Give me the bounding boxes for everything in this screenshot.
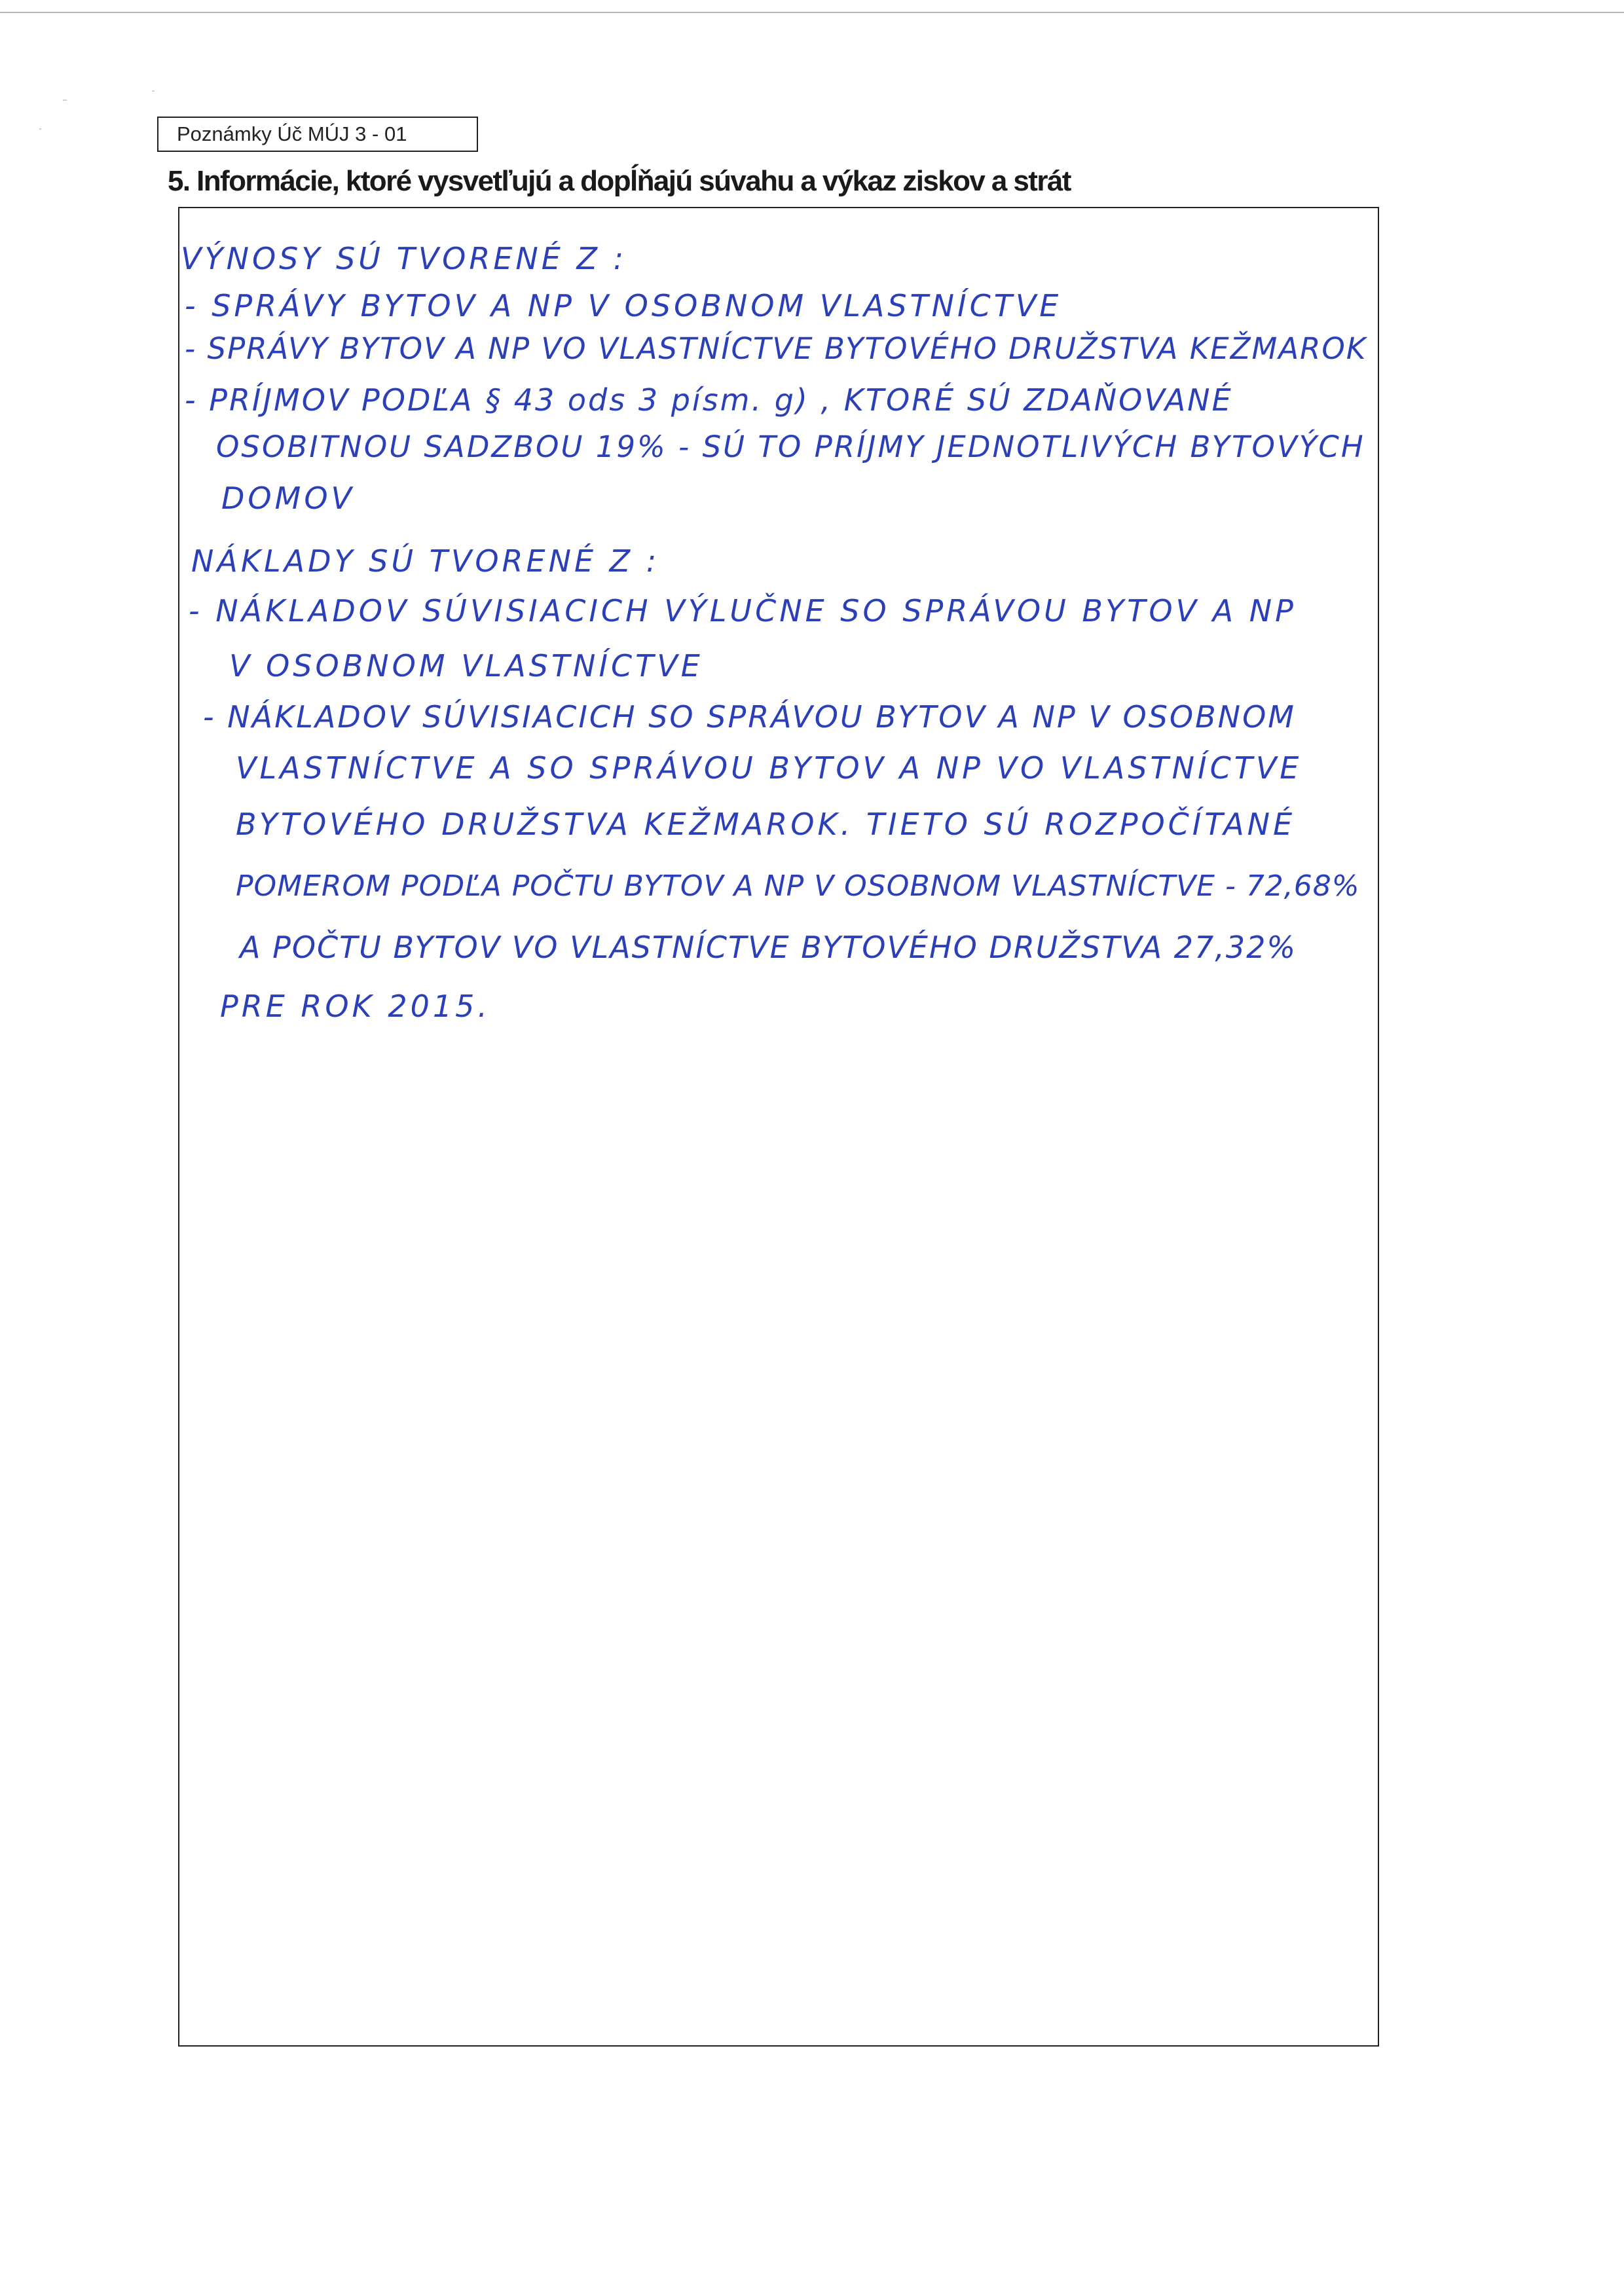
cost-item-continuation: POMEROM PODĽA POČTU BYTOV A NP V OSOBNOM VLASTNÍCTVE - 72,68% bbox=[236, 869, 1360, 903]
notes-box bbox=[178, 207, 1379, 2047]
revenue-item: - PRÍJMOV PODĽA § 43 ods 3 písm. g) , KTORÉ SÚ ZDAŇOVANÉ bbox=[185, 382, 1233, 418]
scan-speck bbox=[152, 90, 155, 92]
scan-speck bbox=[39, 128, 41, 130]
scan-speck bbox=[63, 100, 67, 101]
cost-item-continuation: BYTOVÉHO DRUŽSTVA KEŽMAROK. TIETO SÚ ROZPOČÍTANÉ bbox=[236, 807, 1296, 842]
cost-item: - NÁKLADOV SÚVISIACICH VÝLUČNE SO SPRÁVOU BYTOV A NP bbox=[189, 593, 1297, 629]
revenue-item: - SPRÁVY BYTOV A NP VO VLASTNÍCTVE BYTOVÉHO DRUŽSTVA KEŽMAROK bbox=[185, 331, 1367, 366]
cost-item-continuation: VLASTNÍCTVE A SO SPRÁVOU BYTOV A NP VO VLASTNÍCTVE bbox=[236, 750, 1302, 786]
cost-item-continuation: V OSOBNOM VLASTNÍCTVE bbox=[229, 648, 703, 683]
cost-item-continuation: A POČTU BYTOV VO VLASTNÍCTVE BYTOVÉHO DRUŽSTVA 27,32% bbox=[240, 930, 1297, 965]
revenue-item-continuation: DOMOV bbox=[221, 481, 355, 516]
section-title: 5. Informácie, ktoré vysvetľujú a dopĺňajú súvahu a výkaz ziskov a strát bbox=[168, 165, 1071, 197]
revenue-item-continuation: OSOBITNOU SADZBOU 19% - SÚ TO PRÍJMY JEDNOTLIVÝCH BYTOVÝCH bbox=[216, 429, 1365, 464]
form-code-label: Poznámky Úč MÚJ 3 - 01 bbox=[157, 117, 478, 152]
revenue-heading: VÝNOSY SÚ TVORENÉ Z : bbox=[181, 241, 627, 276]
cost-item: - NÁKLADOV SÚVISIACICH SO SPRÁVOU BYTOV A NP V OSOBNOM bbox=[203, 699, 1296, 735]
page-edge-rule bbox=[0, 12, 1624, 13]
cost-item-continuation: PRE ROK 2015. bbox=[220, 989, 491, 1024]
revenue-item: - SPRÁVY BYTOV A NP V OSOBNOM VLASTNÍCTVE bbox=[185, 288, 1062, 323]
cost-heading: NÁKLADY SÚ TVORENÉ Z : bbox=[191, 543, 660, 579]
